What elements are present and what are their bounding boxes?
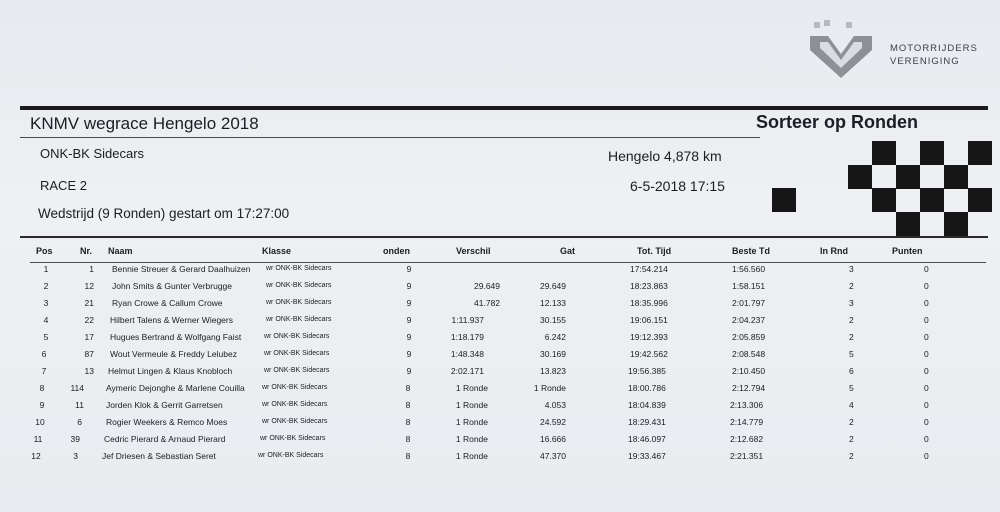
table-row	[0, 366, 1000, 383]
nr-cell: 1	[89, 264, 94, 274]
nr-cell: 3	[73, 451, 78, 461]
naam-cell: Aymeric Dejonghe & Marlene Couilla	[106, 383, 245, 393]
ronden-cell: 9	[406, 315, 412, 325]
klasse-cell: wr ONK-BK Sidecars	[258, 452, 324, 459]
verschil-cell: 29.649	[474, 281, 500, 291]
nr-cell: 11	[75, 400, 84, 410]
punten-cell: 0	[924, 315, 929, 325]
naam-cell: Jef Driesen & Sebastian Seret	[102, 451, 216, 461]
sort-label: Sorteer op Ronden	[756, 112, 919, 132]
ronden-cell: 8	[405, 451, 411, 461]
table-row	[0, 281, 1000, 298]
table-row	[0, 298, 1000, 315]
pos-cell: 7	[41, 366, 47, 376]
col-punten: Punten	[892, 246, 923, 256]
verschil-cell: 1 Ronde	[455, 417, 488, 427]
beste-td-cell: 2:04.237	[732, 315, 766, 325]
pos-cell: 4	[43, 315, 49, 325]
ronden-cell: 9	[406, 298, 412, 308]
punten-cell: 0	[924, 383, 929, 393]
pos-cell: 9	[39, 400, 45, 410]
race-start-info: Wedstrijd (9 Ronden) gestart om 17:27:00	[38, 206, 290, 221]
gat-cell: 16.666	[540, 434, 566, 444]
pos-cell: 6	[41, 349, 47, 359]
klasse-cell: wr ONK-BK Sidecars	[264, 367, 330, 374]
ronden-cell: 9	[406, 281, 412, 291]
nr-cell: 13	[84, 366, 94, 376]
gat-cell: 30.169	[540, 349, 566, 359]
naam-cell: Rogier Weekers & Remco Moes	[106, 417, 228, 427]
punten-cell: 0	[924, 332, 929, 342]
in-rnd-cell: 2	[849, 332, 854, 342]
naam-cell: Wout Vermeule & Freddy Lelubez	[110, 349, 237, 359]
col-ronden: onden	[383, 246, 410, 256]
nr-cell: 87	[84, 349, 94, 359]
tot-tijd-cell: 19:06.151	[630, 315, 668, 325]
in-rnd-cell: 6	[849, 366, 854, 376]
tot-tijd-cell: 18:23.863	[630, 281, 668, 291]
naam-cell: Cedric Pierard & Arnaud Pierard	[104, 434, 226, 444]
ronden-cell: 8	[405, 434, 411, 444]
col-gat: Gat	[560, 246, 576, 256]
gat-cell: 1 Ronde	[533, 383, 566, 393]
pos-cell: 1	[43, 264, 49, 274]
col-pos: Pos	[36, 246, 53, 256]
tot-tijd-cell: 18:04.839	[628, 400, 666, 410]
gat-cell: 6.242	[544, 332, 566, 342]
header-underline	[30, 262, 986, 263]
verschil-cell: 1 Ronde	[455, 383, 488, 393]
punten-cell: 0	[924, 281, 929, 291]
beste-td-cell: 1:58.151	[732, 281, 766, 291]
klasse-cell: wr ONK-BK Sidecars	[264, 350, 330, 357]
tot-tijd-cell: 19:12.393	[630, 332, 668, 342]
table-row	[0, 400, 1000, 417]
col-beste-td: Beste Td	[732, 246, 771, 256]
nr-cell: 6	[77, 417, 82, 427]
tot-tijd-cell: 18:00.786	[628, 383, 666, 393]
verschil-cell: 1:48.348	[450, 349, 484, 359]
in-rnd-cell: 3	[849, 264, 854, 274]
top-divider	[20, 106, 988, 110]
klasse-cell: wr ONK-BK Sidecars	[262, 401, 328, 408]
ronden-cell: 9	[406, 264, 412, 274]
nr-cell: 114	[70, 383, 84, 393]
col-nr: Nr.	[80, 246, 93, 256]
klasse-cell: wr ONK-BK Sidecars	[266, 299, 332, 306]
punten-cell: 0	[924, 298, 929, 308]
in-rnd-cell: 5	[849, 349, 854, 359]
tot-tijd-cell: 18:35.996	[630, 298, 668, 308]
pos-cell: 10	[35, 417, 45, 427]
in-rnd-cell: 3	[849, 298, 854, 308]
verschil-cell: 1:18.179	[450, 332, 484, 342]
ronden-cell: 8	[405, 417, 411, 427]
beste-td-cell: 1:56.560	[732, 264, 766, 274]
beste-td-cell: 2:21.351	[730, 451, 764, 461]
verschil-cell: 2:02.171	[450, 366, 484, 376]
naam-cell: Ryan Crowe & Callum Crowe	[112, 298, 223, 308]
ronden-cell: 9	[406, 366, 412, 376]
verschil-cell: 1:11.937	[451, 315, 484, 325]
table-row	[0, 417, 1000, 434]
nr-cell: 22	[84, 315, 94, 325]
pos-cell: 2	[43, 281, 49, 291]
pos-cell: 3	[43, 298, 49, 308]
in-rnd-cell: 2	[849, 315, 854, 325]
logo-text	[890, 42, 978, 68]
gat-cell: 4.053	[544, 400, 566, 410]
punten-cell: 0	[924, 366, 929, 376]
punten-cell: 0	[924, 349, 929, 359]
naam-cell: John Smits & Gunter Verbrugge	[112, 281, 233, 291]
in-rnd-cell: 4	[849, 400, 854, 410]
pos-cell: 5	[43, 332, 49, 342]
col-tot-tijd: Tot. Tijd	[637, 246, 672, 256]
in-rnd-cell: 2	[849, 417, 854, 427]
beste-td-cell: 2:12.794	[732, 383, 766, 393]
naam-cell: Hilbert Talens & Werner Wiegers	[110, 315, 233, 325]
table-top-divider	[20, 236, 988, 238]
naam-cell: Bennie Streuer & Gerard Daalhuizen	[112, 264, 251, 274]
gat-cell: 30.155	[540, 315, 566, 325]
verschil-cell: 1 Ronde	[455, 434, 488, 444]
gat-cell: 29.649	[540, 281, 566, 291]
col-naam: Naam	[108, 246, 133, 256]
beste-td-cell: 2:14.779	[730, 417, 764, 427]
klasse-cell: wr ONK-BK Sidecars	[262, 384, 328, 391]
table-row	[0, 332, 1000, 349]
col-in-rnd: In Rnd	[820, 246, 848, 256]
gat-cell: 47.370	[540, 451, 566, 461]
table-row	[0, 383, 1000, 400]
table-row	[0, 315, 1000, 332]
punten-cell: 0	[924, 451, 929, 461]
tot-tijd-cell: 19:56.385	[628, 366, 666, 376]
in-rnd-cell: 5	[849, 383, 854, 393]
race-class: ONK-BK Sidecars	[40, 146, 145, 161]
ronden-cell: 8	[405, 383, 411, 393]
naam-cell: Hugues Bertrand & Wolfgang Faist	[110, 332, 242, 342]
klasse-cell: wr ONK-BK Sidecars	[264, 333, 330, 340]
beste-td-cell: 2:12.682	[730, 434, 764, 444]
naam-cell: Helmut Lingen & Klaus Knobloch	[108, 366, 233, 376]
event-title: KNMV wegrace Hengelo 2018	[30, 114, 259, 133]
table-row	[0, 434, 1000, 451]
nr-cell: 21	[84, 298, 94, 308]
beste-td-cell: 2:01.797	[732, 298, 766, 308]
klasse-cell: wr ONK-BK Sidecars	[262, 418, 328, 425]
naam-cell: Jorden Klok & Gerrit Garretsen	[106, 400, 223, 410]
gat-cell: 13.823	[540, 366, 566, 376]
punten-cell: 0	[924, 417, 929, 427]
punten-cell: 0	[924, 434, 929, 444]
klasse-cell: wr ONK-BK Sidecars	[266, 282, 332, 289]
punten-cell: 0	[924, 400, 929, 410]
table-row	[0, 264, 1000, 281]
knmv-logo	[806, 20, 986, 82]
verschil-cell: 1 Ronde	[455, 400, 488, 410]
header-divider	[20, 137, 760, 138]
nr-cell: 12	[84, 281, 94, 291]
in-rnd-cell: 2	[849, 281, 854, 291]
verschil-cell: 1 Ronde	[455, 451, 488, 461]
gat-cell: 12.133	[540, 298, 566, 308]
gat-cell: 24.592	[540, 417, 566, 427]
race-number: RACE 2	[40, 178, 87, 193]
ronden-cell: 8	[405, 400, 411, 410]
pos-cell: 11	[33, 434, 43, 444]
nr-cell: 17	[84, 332, 94, 342]
logo-line-2: VERENIGING	[890, 56, 960, 67]
ronden-cell: 9	[406, 349, 412, 359]
nr-cell: 39	[70, 434, 80, 444]
klasse-cell: wr ONK-BK Sidecars	[266, 316, 332, 323]
race-datetime: 6-5-2018 17:15	[630, 178, 725, 194]
tot-tijd-cell: 19:33.467	[628, 451, 666, 461]
knmv-m-emblem-icon	[806, 20, 876, 82]
beste-td-cell: 2:05.859	[732, 332, 766, 342]
table-row	[0, 451, 1000, 468]
logo-line-1: MOTORRIJDERS	[890, 43, 978, 54]
pos-cell: 12	[31, 451, 41, 461]
in-rnd-cell: 2	[849, 434, 854, 444]
pos-cell: 8	[39, 383, 45, 393]
checkered-flag-icon	[772, 141, 992, 236]
tot-tijd-cell: 19:42.562	[630, 349, 668, 359]
beste-td-cell: 2:13.306	[730, 400, 764, 410]
klasse-cell: wr ONK-BK Sidecars	[266, 265, 332, 272]
col-verschil: Verschil	[456, 246, 491, 256]
tot-tijd-cell: 18:29.431	[628, 417, 666, 427]
col-klasse: Klasse	[262, 246, 292, 256]
in-rnd-cell: 2	[849, 451, 854, 461]
table-row	[0, 349, 1000, 366]
punten-cell: 0	[924, 264, 929, 274]
tot-tijd-cell: 17:54.214	[630, 264, 668, 274]
beste-td-cell: 2:10.450	[732, 366, 766, 376]
verschil-cell: 41.782	[474, 298, 500, 308]
ronden-cell: 9	[406, 332, 412, 342]
tot-tijd-cell: 18:46.097	[628, 434, 666, 444]
klasse-cell: wr ONK-BK Sidecars	[260, 435, 326, 442]
table-header	[0, 246, 1000, 262]
circuit-length: Hengelo 4,878 km	[608, 148, 722, 164]
beste-td-cell: 2:08.548	[732, 349, 766, 359]
results-table	[0, 264, 1000, 468]
